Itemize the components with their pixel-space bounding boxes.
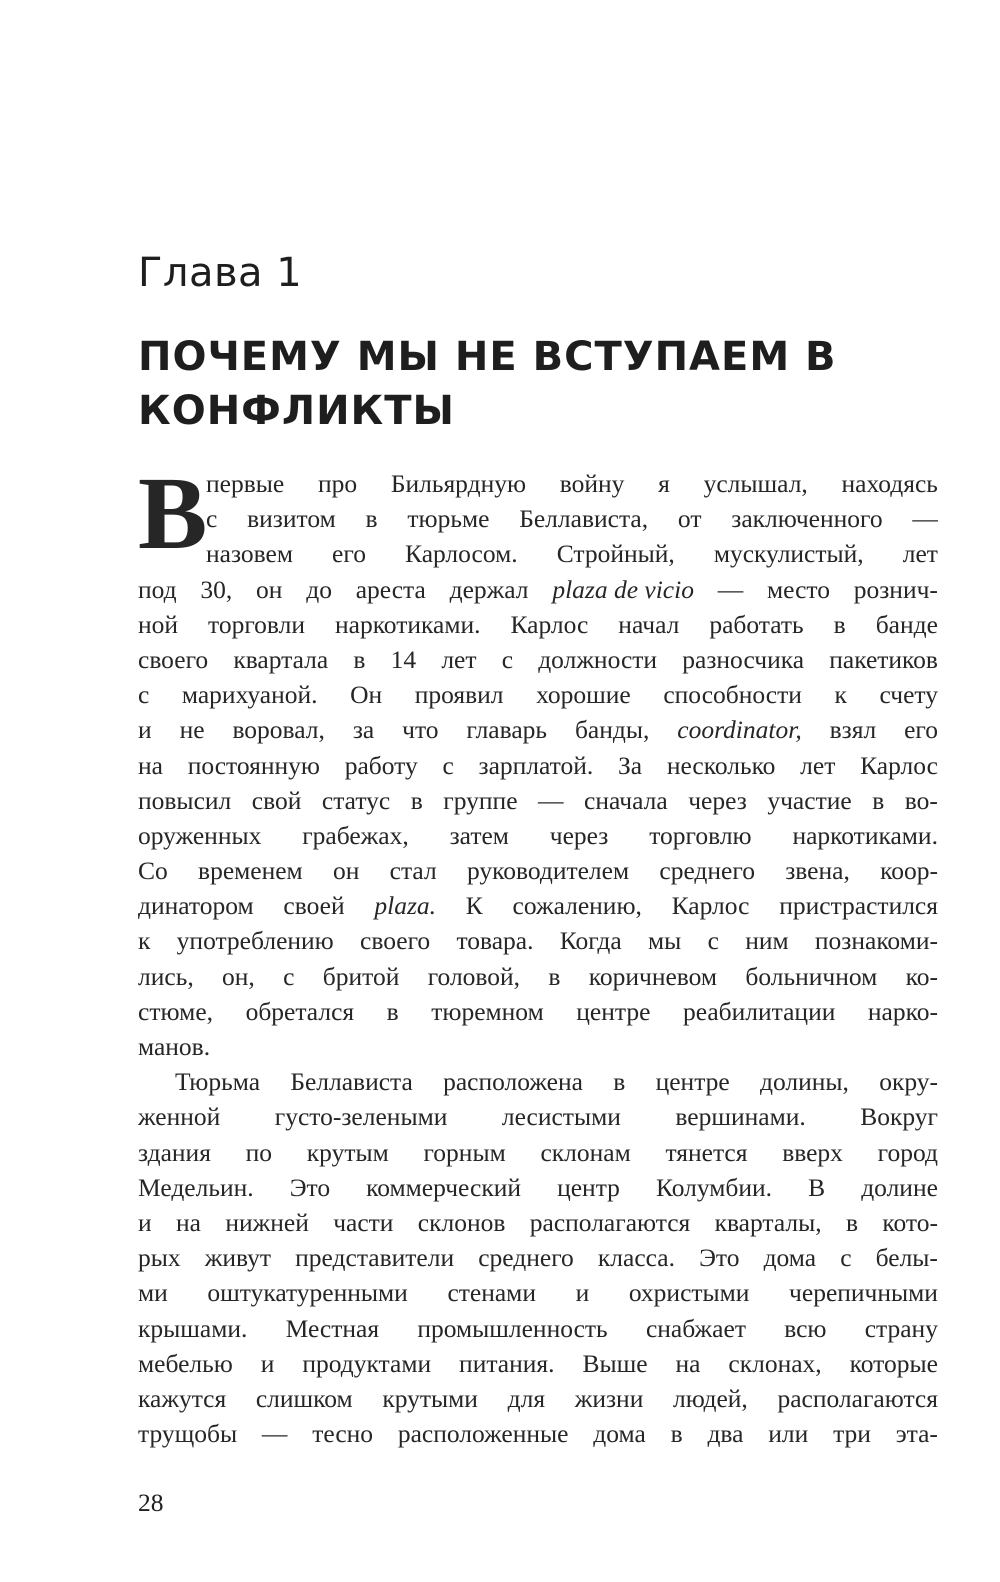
- word: своего: [360, 926, 431, 956]
- word: трущобы: [138, 1419, 238, 1449]
- word: Медельин.: [138, 1172, 254, 1202]
- text-line: [206, 466, 938, 501]
- text-line: [138, 994, 938, 1029]
- word: мускулистый,: [713, 539, 864, 569]
- word: своего: [138, 644, 209, 674]
- word: под: [138, 574, 177, 604]
- word: зарплатой.: [478, 750, 594, 780]
- word: Когда: [559, 926, 622, 956]
- word: коор-: [880, 856, 938, 886]
- word: познакоми-: [814, 926, 938, 956]
- word: должности: [538, 644, 658, 674]
- word: в: [548, 961, 561, 991]
- word: в: [410, 785, 423, 815]
- word: страну: [864, 1313, 938, 1343]
- text-line: [138, 1275, 938, 1310]
- word: счету: [879, 680, 938, 710]
- word: Местная: [285, 1313, 380, 1343]
- word: пристрастился: [779, 891, 938, 921]
- word: горным: [423, 1137, 506, 1167]
- word: Тюрьма: [175, 1067, 261, 1097]
- word: квартала: [233, 644, 329, 674]
- word: части: [333, 1207, 394, 1237]
- word: женной: [138, 1102, 221, 1132]
- word: находясь: [841, 469, 938, 498]
- word: воровал,: [232, 715, 325, 745]
- word: среднего: [478, 1243, 574, 1273]
- word: ко-: [905, 961, 938, 991]
- word: стюме,: [138, 996, 214, 1026]
- text-line: [138, 1135, 938, 1170]
- chapter-title: ПОЧЕМУ МЫ НЕ ВСТУПАЕМ В КОНФЛИКТЫ: [138, 334, 837, 434]
- word: коричневом: [588, 961, 718, 991]
- word: —: [538, 785, 564, 815]
- text-line: [138, 783, 938, 818]
- word: слишком: [255, 1383, 353, 1413]
- word: вверх: [782, 1137, 843, 1167]
- word: склонам: [540, 1137, 631, 1167]
- word: его: [332, 539, 366, 569]
- word: дома: [593, 1419, 646, 1449]
- word: манов.: [138, 1032, 211, 1061]
- word: взял: [829, 715, 877, 745]
- word: бритой: [322, 961, 400, 991]
- word: всю: [784, 1313, 827, 1343]
- text-line: [138, 959, 938, 994]
- word: через: [688, 785, 747, 815]
- word: дома: [763, 1243, 817, 1273]
- word: через: [549, 820, 609, 850]
- text-line: [138, 1346, 938, 1381]
- word: в: [386, 996, 399, 1026]
- word: способности: [663, 680, 802, 710]
- word: назовем: [206, 539, 293, 569]
- word: с: [206, 504, 218, 534]
- word: Это: [699, 1243, 740, 1273]
- word: живут: [204, 1243, 272, 1273]
- word: три: [833, 1419, 871, 1449]
- word: крышами.: [138, 1313, 248, 1343]
- word: торговлю: [649, 820, 752, 850]
- word: расположенные: [397, 1419, 569, 1449]
- word: больничном: [745, 961, 878, 991]
- word: группе: [443, 785, 518, 815]
- word: ми: [138, 1278, 168, 1308]
- word: статус: [321, 785, 391, 815]
- word: наркотиками.: [792, 820, 938, 850]
- word: ареста: [355, 574, 426, 604]
- chapter-label: Глава 1: [138, 250, 303, 296]
- word: от: [677, 504, 702, 534]
- body-text: [138, 456, 938, 1451]
- text-line: [138, 1170, 938, 1205]
- word: место: [766, 574, 830, 604]
- word: разносчика: [682, 644, 805, 674]
- word: и: [575, 1278, 590, 1308]
- word: свой: [251, 785, 302, 815]
- word: расположена: [443, 1067, 583, 1097]
- word: к: [138, 926, 151, 956]
- text-line: [138, 677, 938, 712]
- word: За: [617, 750, 643, 780]
- word: в: [670, 1419, 683, 1449]
- word: продуктами: [302, 1348, 432, 1378]
- word: охристыми: [628, 1278, 750, 1308]
- word: он: [332, 856, 360, 886]
- word: и: [138, 715, 152, 745]
- word: центре: [576, 996, 651, 1026]
- word: лесистыми: [501, 1102, 621, 1132]
- text-line: [138, 607, 938, 642]
- word: употреблению: [176, 926, 334, 956]
- word: его: [904, 715, 938, 745]
- word: Бильярдную: [390, 469, 527, 498]
- text-line: [138, 712, 938, 747]
- word: мы: [648, 926, 682, 956]
- word: среднего: [659, 856, 755, 886]
- text-line: [138, 1240, 938, 1275]
- text-line: [138, 642, 938, 677]
- word: здания: [138, 1137, 211, 1167]
- word: первые: [206, 469, 285, 498]
- word: класса.: [597, 1243, 675, 1273]
- text-line: [138, 572, 938, 607]
- word: в: [365, 504, 378, 534]
- word: и: [260, 1348, 275, 1378]
- word: лет: [441, 644, 477, 674]
- drop-cap: В: [138, 456, 208, 571]
- text-line: [138, 1311, 938, 1346]
- word: рознич-: [853, 574, 938, 604]
- word: Со: [138, 856, 168, 886]
- word: до: [306, 574, 332, 604]
- word: Это: [289, 1172, 331, 1202]
- word: эта-: [895, 1419, 938, 1449]
- word: сожалению,: [512, 891, 642, 921]
- word: лись,: [138, 961, 194, 991]
- word: Вокруг: [860, 1102, 938, 1132]
- word: руководителем: [466, 856, 630, 886]
- word: Беллависта: [290, 1067, 413, 1097]
- word: войну: [559, 469, 625, 498]
- word: временем: [198, 856, 303, 886]
- word: Стройный,: [556, 539, 675, 569]
- word: к: [834, 680, 847, 710]
- text-line: [206, 501, 938, 536]
- word: не: [179, 715, 205, 745]
- word: мебелью: [138, 1348, 233, 1378]
- word: главарь: [466, 715, 548, 745]
- word: нарко-: [867, 996, 938, 1026]
- word: Беллависта,: [519, 504, 649, 534]
- word: банде: [875, 609, 938, 639]
- word: кото-: [882, 1207, 938, 1237]
- word: стал: [389, 856, 437, 886]
- word: головой,: [427, 961, 521, 991]
- word: затем: [449, 820, 509, 850]
- word: заключенного: [731, 504, 883, 534]
- word: повысил: [138, 785, 232, 815]
- word: звена,: [785, 856, 850, 886]
- word: —: [261, 1419, 288, 1449]
- word: жизни: [574, 1383, 644, 1413]
- word: обретался: [245, 996, 355, 1026]
- word: что: [402, 715, 439, 745]
- word: во-: [904, 785, 938, 815]
- word: грабежах,: [302, 820, 409, 850]
- word: пакетиков: [829, 644, 938, 674]
- word: Карлос: [860, 750, 938, 780]
- word: или: [768, 1419, 809, 1449]
- word: держал: [449, 574, 529, 604]
- word: крутым: [306, 1137, 389, 1167]
- word: которые: [849, 1348, 938, 1378]
- word: в: [872, 785, 885, 815]
- word: окру-: [879, 1067, 938, 1097]
- word: центр: [557, 1172, 620, 1202]
- word: хорошие: [536, 680, 631, 710]
- word: Карлосом.: [405, 539, 518, 569]
- text-line: [138, 923, 938, 958]
- word: с: [707, 926, 719, 956]
- word: вершинами.: [675, 1102, 806, 1132]
- word: питания.: [459, 1348, 555, 1378]
- word: В: [808, 1172, 826, 1202]
- word: белы-: [875, 1243, 938, 1273]
- word: —: [717, 574, 744, 604]
- word: на: [675, 1348, 701, 1378]
- word: людей,: [673, 1383, 748, 1413]
- word: черепичными: [789, 1278, 938, 1308]
- word: постоянную: [187, 750, 320, 780]
- word: ной: [138, 609, 179, 639]
- word: Он: [350, 680, 383, 710]
- word: с: [283, 961, 295, 991]
- word: я: [658, 469, 670, 498]
- word: Выше: [582, 1348, 648, 1378]
- word: по: [245, 1137, 273, 1167]
- word: коммерческий: [366, 1172, 522, 1202]
- word: наркотиками.: [334, 609, 481, 639]
- word: тянется: [665, 1137, 748, 1167]
- word: Карлос: [510, 609, 589, 639]
- word: товара.: [456, 926, 534, 956]
- page-number: 28: [138, 1488, 164, 1517]
- word: на: [176, 1207, 201, 1237]
- word: plaza de vicio: [552, 574, 694, 604]
- word: Колумбии.: [655, 1172, 773, 1202]
- word: проявил: [414, 680, 504, 710]
- word: он,: [222, 961, 255, 991]
- word: участие: [767, 785, 852, 815]
- word: лет: [800, 750, 836, 780]
- text-line: [138, 1029, 938, 1064]
- word: промышленность: [417, 1313, 608, 1343]
- word: тюремном: [431, 996, 544, 1026]
- word: визитом: [247, 504, 336, 534]
- word: —: [912, 504, 938, 534]
- word: тюрьме: [407, 504, 490, 534]
- word: долины,: [760, 1067, 849, 1097]
- word: своей: [283, 891, 345, 921]
- word: про: [317, 469, 358, 498]
- word: в: [353, 644, 366, 674]
- word: с: [501, 644, 514, 674]
- word: тесно: [312, 1419, 374, 1449]
- word: располагаются: [529, 1207, 691, 1237]
- word: Карлос: [671, 891, 750, 921]
- word: 14: [390, 644, 417, 674]
- word: 30,: [200, 574, 233, 604]
- word: крутыми: [382, 1383, 478, 1413]
- word: располагаются: [777, 1383, 938, 1413]
- text-line: [138, 1416, 938, 1451]
- text-line: [138, 818, 938, 853]
- word: два: [707, 1419, 744, 1449]
- word: с: [840, 1243, 852, 1273]
- word: и: [138, 1207, 152, 1237]
- word: работу: [344, 750, 418, 780]
- word: склонах,: [728, 1348, 822, 1378]
- text-line: [206, 536, 938, 571]
- word: нижней: [225, 1207, 309, 1237]
- word: торговли: [208, 609, 305, 639]
- word: в: [833, 609, 846, 639]
- word: для: [507, 1383, 546, 1413]
- word: он: [256, 574, 283, 604]
- word: несколько: [666, 750, 776, 780]
- word: динатором: [138, 891, 254, 921]
- word: густо-зелеными: [274, 1102, 448, 1132]
- word: марихуаной.: [181, 680, 318, 710]
- paragraph-1: [138, 466, 938, 1064]
- text-line: [138, 748, 938, 783]
- word: услышал,: [703, 469, 808, 498]
- word: К: [465, 891, 483, 921]
- word: кварталы,: [714, 1207, 822, 1237]
- text-line: [138, 1064, 938, 1099]
- word: с: [442, 750, 454, 780]
- word: plaza.: [374, 891, 436, 921]
- word: склонов: [417, 1207, 506, 1237]
- word: оруженных: [138, 820, 262, 850]
- paragraph-2: [138, 1064, 938, 1451]
- word: coordinator,: [677, 715, 802, 745]
- word: начал: [618, 609, 680, 639]
- word: оштукатуренными: [207, 1278, 408, 1308]
- word: лет: [902, 539, 938, 569]
- word: с: [138, 680, 150, 710]
- text-line: [138, 1099, 938, 1134]
- word: за: [352, 715, 375, 745]
- text-line: [138, 1205, 938, 1240]
- text-line: [138, 1381, 938, 1416]
- text-line: [138, 853, 938, 888]
- word: город: [877, 1137, 938, 1167]
- word: представители: [295, 1243, 455, 1273]
- word: стенами: [447, 1278, 536, 1308]
- word: сначала: [584, 785, 668, 815]
- word: ним: [745, 926, 789, 956]
- word: в: [613, 1067, 626, 1097]
- word: работать: [709, 609, 804, 639]
- word: долине: [861, 1172, 938, 1202]
- word: снабжает: [645, 1313, 746, 1343]
- word: центре: [655, 1067, 730, 1097]
- word: банды,: [574, 715, 650, 745]
- word: в: [846, 1207, 859, 1237]
- word: реабилитации: [682, 996, 836, 1026]
- word: на: [138, 750, 163, 780]
- word: кажутся: [138, 1383, 227, 1413]
- text-line: [138, 888, 938, 923]
- word: рых: [138, 1243, 181, 1273]
